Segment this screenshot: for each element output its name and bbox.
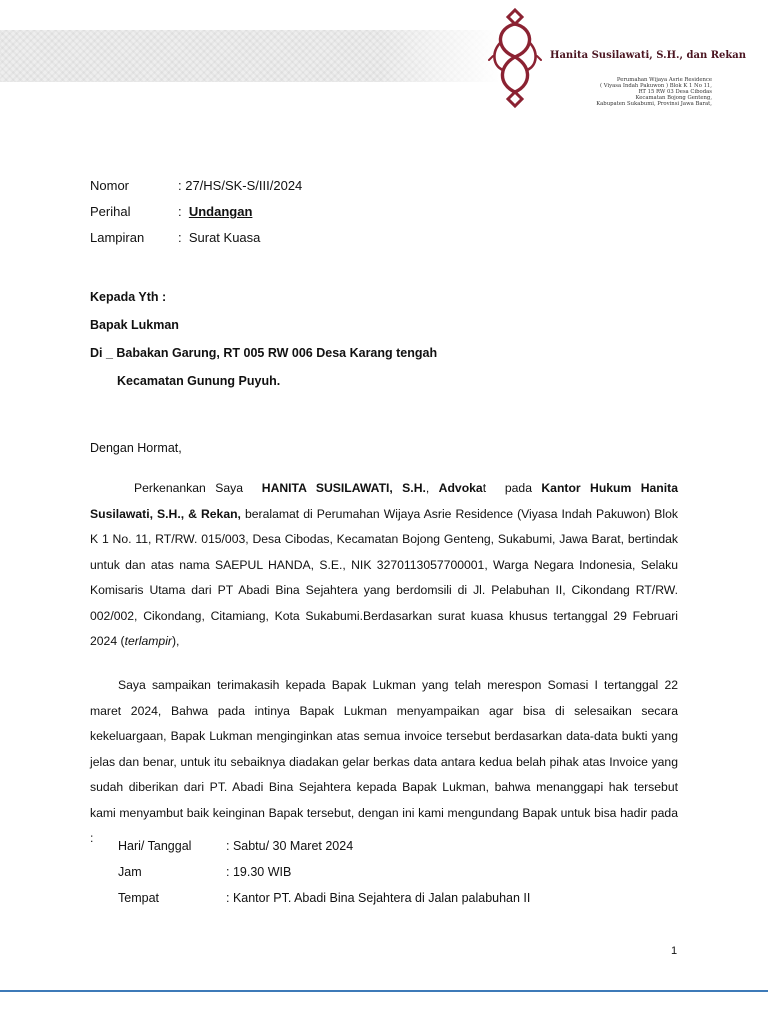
- schedule-label: Tempat: [118, 891, 159, 905]
- meta-label: Lampiran: [90, 230, 145, 245]
- recipient-district: Kecamatan Gunung Puyuh.: [117, 374, 281, 388]
- meta-label: Nomor: [90, 178, 130, 193]
- meta-label: Perihal: [90, 204, 131, 219]
- meta-colon: :: [178, 204, 189, 219]
- lawyer-title: Advoka: [438, 481, 483, 495]
- schedule-value: : Sabtu/ 30 Maret 2024: [226, 839, 354, 853]
- address-line: Kecamatan Bojong Genteng,: [635, 95, 712, 101]
- firm-name: Hanita Susilawati, S.H., dan Rekan: [550, 50, 747, 61]
- firm-address: [596, 77, 712, 107]
- meta-perihal: [90, 199, 302, 225]
- recipient-line: Kepada Yth :: [90, 290, 167, 304]
- law-office-name: Kantor Hukum Hanita Susilawati, S.H., & Rekan,: [90, 481, 678, 521]
- schedule-time: [118, 859, 530, 885]
- recipient-name: Bapak Lukman: [90, 318, 179, 332]
- address-line: Kabupaten Sukabumi, Provinsi Jawa Barat,: [596, 101, 712, 107]
- schedule-block: [118, 833, 530, 911]
- address-line: ( Viyasa Indah Pakuwon ) Blok K 1 No 11,: [599, 83, 712, 89]
- letterhead-pattern-fade: [380, 30, 500, 82]
- text-run: ),: [171, 634, 180, 648]
- page-number: 1: [671, 945, 678, 957]
- schedule-label: Hari/ Tanggal: [118, 839, 192, 853]
- letter-meta: [90, 173, 302, 251]
- text-run: Perkenankan Saya: [134, 481, 262, 495]
- text-run: t pada: [482, 481, 542, 495]
- text-run: ,: [425, 481, 439, 495]
- address-line: RT 15 RW 03 Desa Cibodas: [638, 89, 712, 95]
- recipient-block: [90, 283, 437, 395]
- firm-logo-icon: [487, 6, 543, 112]
- attachment-note: terlampir: [124, 634, 172, 648]
- schedule-place: [118, 885, 530, 911]
- text-run: beralamat di Perumahan Wijaya Asrie Residence (Viyasa Indah Pakuwon) Blok K 1 No. 11, RT/RW. 015/003, Desa Cibodas, Kecamatan Bojong Genteng, Sukabumi, Jawa Barat, bertindak untuk dan atas nama SAEPUL HANDA, S.E., NIK 3270113057700001, Warga Negara Indonesia, Selaku Komisaris Utama dari PT Abadi Bina Sejahtera yang berdomsili di Jl. Pelabuhan II, Cikondang RT/RW. 002/002, Cikondang, Citamiang, Kota Sukabumi.Berdasarkan surat kuasa khusus tertanggal 29 Februari 2024 (: [90, 506, 678, 648]
- body-paragraph-1: [90, 476, 678, 655]
- paragraph-text: [90, 476, 678, 655]
- recipient-address: Di _ Babakan Garung, RT 005 RW 006 Desa Karang tengah: [90, 346, 438, 360]
- lawyer-name: HANITA SUSILAWATI, S.H.: [261, 481, 426, 495]
- meta-lampiran: [90, 225, 302, 251]
- schedule-value: : Kantor PT. Abadi Bina Sejahtera di Jalan palabuhan II: [226, 891, 531, 905]
- address-line: Perumahan Wijaya Asrie Residence: [616, 77, 712, 83]
- meta-value: [178, 199, 252, 225]
- greeting: Dengan Hormat,: [90, 441, 182, 455]
- meta-value: : 27/HS/SK-S/III/2024: [178, 178, 303, 193]
- schedule-date: [118, 833, 530, 859]
- subject-text: Undangan: [188, 204, 253, 219]
- schedule-value: : 19.30 WIB: [226, 865, 292, 879]
- footer-divider: [0, 990, 768, 992]
- schedule-label: Jam: [118, 865, 142, 879]
- meta-value: : Surat Kuasa: [178, 230, 261, 245]
- body-paragraph-2: [90, 673, 678, 852]
- paragraph-text: Saya sampaikan terimakasih kepada Bapak Lukman yang telah merespon Somasi I tertanggal 22 maret 2024, Bahwa pada intinya Bapak Lukman menyampaikan agar bisa di selesaikan secara kekeluargaan, Bapak Lukman menginginkan atas semua invoice tersebut berdasarkan data-data bukti yang jelas dan benar, untuk itu sebaiknya diadakan gelar berkas data antara kedua belah pihak atas Invoice yang sudah diberikan dari PT. Abadi Bina Sejahtera kepada Bapak Lukman, bahwa menanggapi hak tersebut kami menyambut baik keinginan Bapak tersebut, dengan ini kami mengundang Bapak untuk bisa hadir pada :: [90, 678, 678, 845]
- meta-nomor: [90, 173, 302, 199]
